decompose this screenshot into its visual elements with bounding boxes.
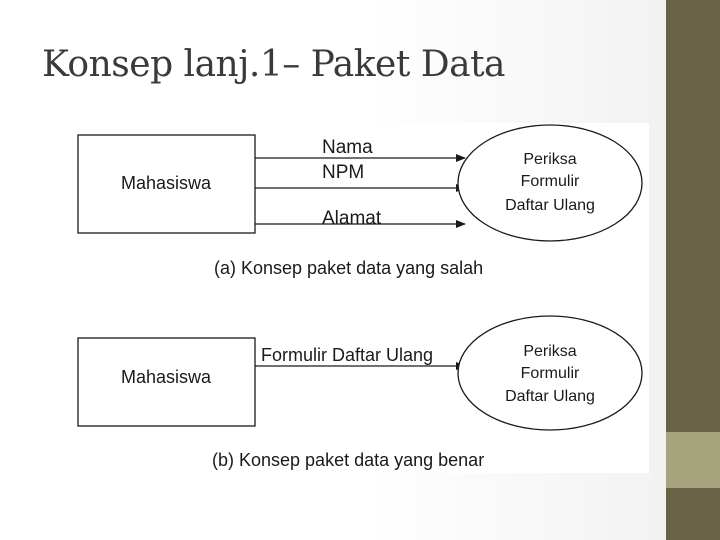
process-label-line-1-a: Periksa (523, 151, 577, 168)
process-label-line-3-a: Daftar Ulang (505, 197, 595, 214)
process-label-line-3-b: Daftar Ulang (505, 388, 595, 405)
diagram-a (78, 125, 642, 278)
process-label-line-2-a: Formulir (520, 173, 580, 190)
entity-label-a: Mahasiswa (120, 173, 212, 193)
flow-label-formulir-daftar-ulang: Formulir Daftar Ulang (261, 345, 434, 365)
slide-title: Konsep lanj.1– Paket Data (42, 44, 506, 85)
diagram-b (78, 316, 642, 470)
flow-label-npm: NPM (322, 162, 365, 183)
flow-label-nama: Nama (322, 137, 373, 158)
dfd-figure (77, 123, 649, 473)
entity-label-b: Mahasiswa (120, 367, 212, 387)
caption-b: (b) Konsep paket data yang benar (212, 450, 485, 470)
caption-a: (a) Konsep paket data yang salah (214, 258, 484, 278)
sidebar-accent-block (666, 432, 720, 488)
process-label-line-2-b: Formulir (520, 365, 580, 382)
process-label-line-1-b: Periksa (523, 343, 577, 360)
flow-label-alamat: Alamat (322, 208, 382, 229)
